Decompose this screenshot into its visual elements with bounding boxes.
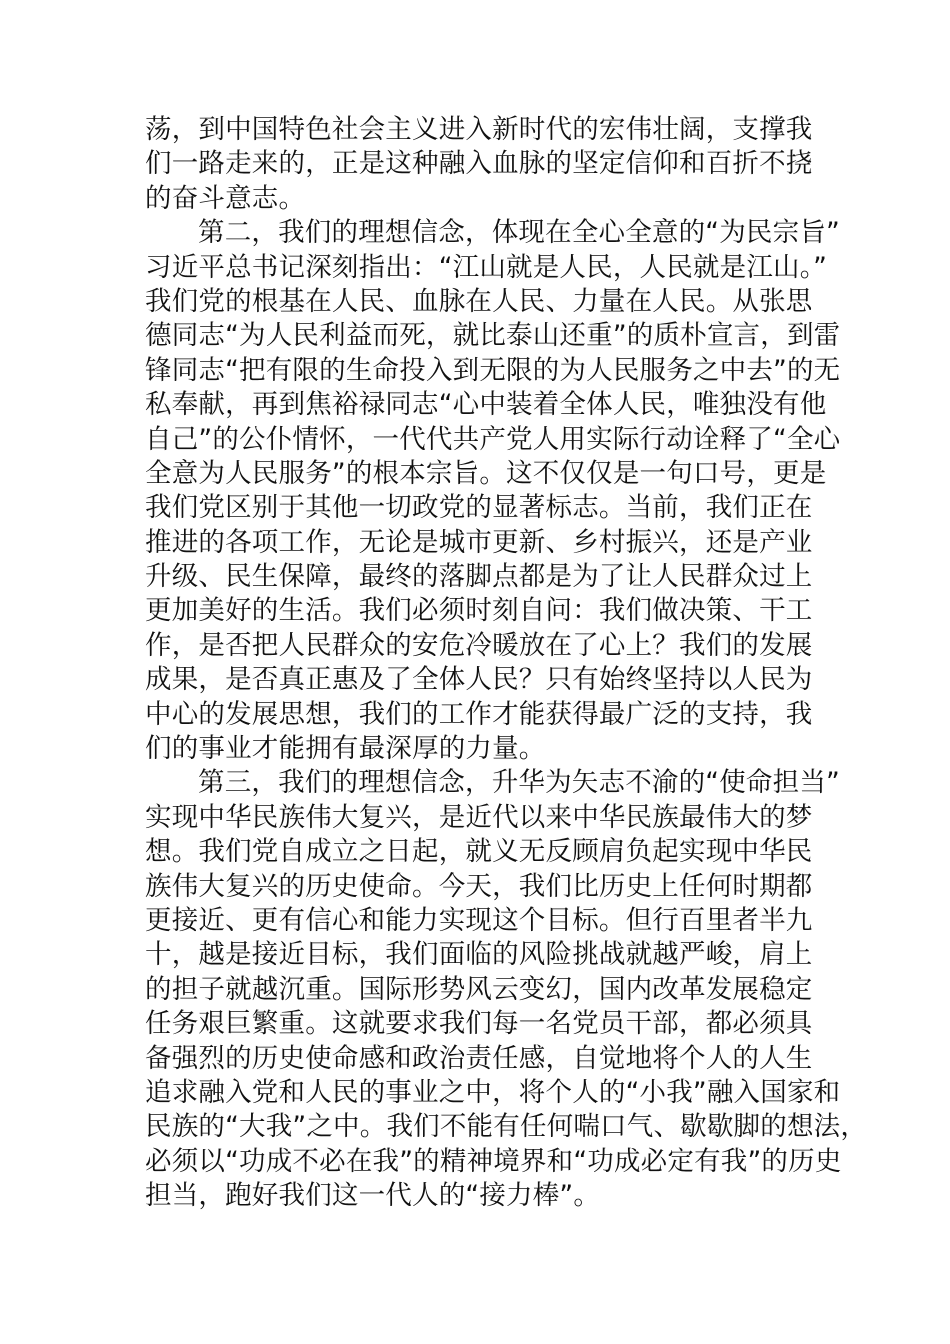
text-line: 十，越是接近目标，我们面临的风险挑战就越严峻，肩上 <box>145 939 813 971</box>
text-line: 升级、民生保障，最终的落脚点都是为了让人民群众过上 <box>145 561 813 593</box>
text-line: 更加美好的生活。我们必须时刻自问：我们做决策、干工 <box>145 595 813 627</box>
text-line: 习近平总书记深刻指出：“江山就是人民，人民就是江山。” <box>145 251 828 283</box>
text-line: 荡，到中国特色社会主义进入新时代的宏伟壮阔，支撑我 <box>145 114 813 145</box>
text-line: 追求融入党和人民的事业之中，将个人的“小我”融入国家和 <box>145 1076 841 1108</box>
text-line: 全意为人民服务”的根本宗旨。这不仅仅是一句口号，更是 <box>145 457 827 489</box>
text-line: 实现中华民族伟大复兴，是近代以来中华民族最伟大的梦 <box>145 801 813 833</box>
text-line: 更接近、更有信心和能力实现这个目标。但行百里者半九 <box>145 904 813 936</box>
text-line: 的担子就越沉重。国际形势风云变幻，国内改革发展稳定 <box>145 973 813 1005</box>
paragraph-heading-third: 第三，我们的理想信念，升华为矢志不渝的“使命担当” <box>198 767 840 799</box>
text-line: 作，是否把人民群众的安危冷暖放在了心上？我们的发展 <box>145 629 813 661</box>
text-line: 必须以“功成不必在我”的精神境界和“功成必定有我”的历史 <box>145 1145 842 1177</box>
text-line: 备强烈的历史使命感和政治责任感，自觉地将个人的人生 <box>145 1042 813 1074</box>
text-line: 推进的各项工作，无论是城市更新、乡村振兴，还是产业 <box>145 526 813 558</box>
text-line: 德同志“为人民利益而死，就比泰山还重”的质朴宣言，到雷 <box>145 320 841 352</box>
paragraph-heading-second: 第二，我们的理想信念，体现在全心全意的“为民宗旨” <box>198 217 840 249</box>
text-line: 任务艰巨繁重。这就要求我们每一名党员干部，都必须具 <box>145 1008 813 1040</box>
text-line: 族伟大复兴的历史使命。今天，我们比历史上任何时期都 <box>145 870 813 902</box>
text-line: 们的事业才能拥有最深厚的力量。 <box>145 733 546 765</box>
text-line: 锋同志“把有限的生命投入到无限的为人民服务之中去”的无 <box>145 354 841 386</box>
text-line: 民族的“大我”之中。我们不能有任何喘口气、歇歇脚的想法， <box>145 1111 868 1143</box>
text-line: 我们党的根基在人民、血脉在人民、力量在人民。从张思 <box>145 285 813 317</box>
body-text <box>145 113 868 1214</box>
text-line: 我们党区别于其他一切政党的显著标志。当前，我们正在 <box>145 492 813 524</box>
text-line: 自己”的公仆情怀，一代代共产党人用实际行动诠释了“全心 <box>145 423 841 455</box>
text-line: 担当，跑好我们这一代人的“接力棒”。 <box>145 1180 601 1212</box>
text-line: 私奉献，再到焦裕禄同志“心中装着全体人民，唯独没有他 <box>145 389 827 421</box>
text-line: 们一路走来的，正是这种融入血脉的坚定信仰和百折不挠 <box>145 148 813 180</box>
text-line: 想。我们党自成立之日起，就义无反顾肩负起实现中华民 <box>145 836 813 868</box>
text-line: 中心的发展思想，我们的工作才能获得最广泛的支持，我 <box>145 698 813 730</box>
text-line: 成果，是否真正惠及了全体人民？只有始终坚持以人民为 <box>145 664 813 696</box>
text-line: 的奋斗意志。 <box>145 182 306 214</box>
